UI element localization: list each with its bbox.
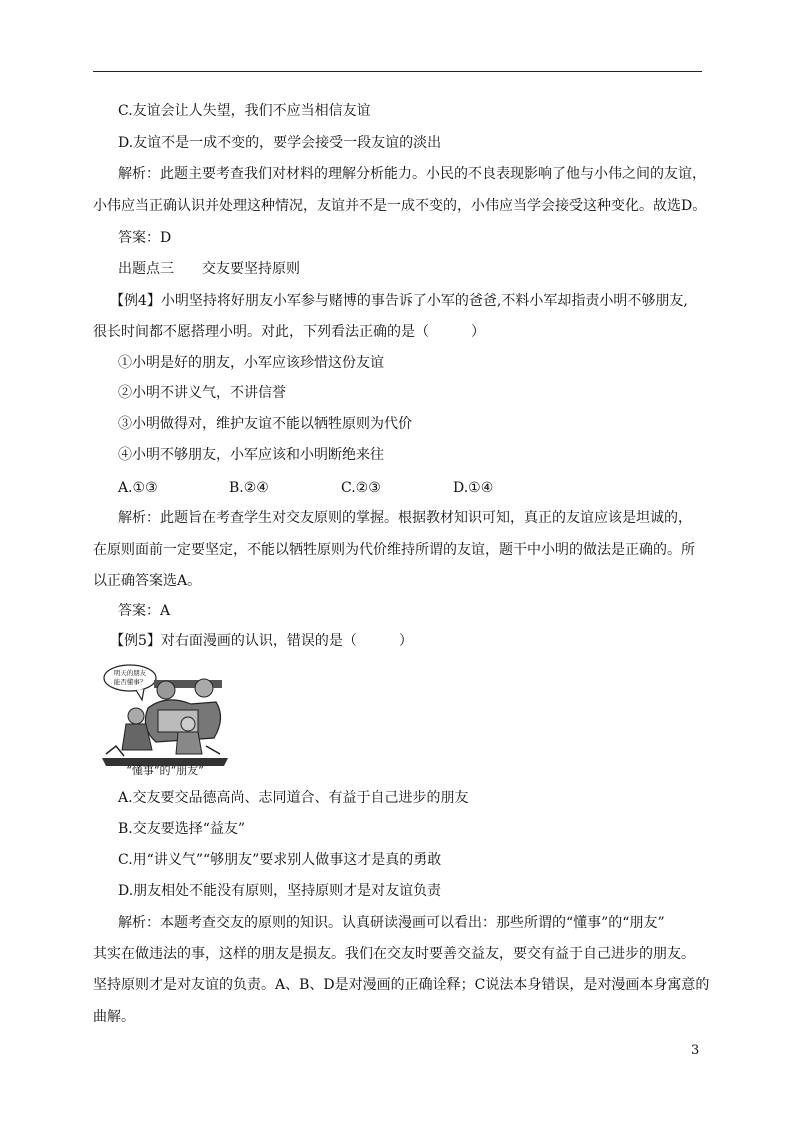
answer-4-text: 答案：A	[118, 603, 171, 619]
analysis-5-text-cont: 其实在做违法的事，这样的朋友是损友。我们在交友时要善交益友，要交有益于自己进步的朋友。	[93, 946, 695, 962]
analysis-text: 解析：此题主要考查我们对材料的理解分析能力。小民的不良表现影响了他与小伟之间的友谊，	[118, 166, 706, 182]
option-d-text-5: D.朋友相处不能没有原则，坚持原则才是对友谊负责	[118, 883, 442, 899]
analysis-5-text: 解析：本题考查交友的原则的知识。认真研读漫画可以看出：那些所谓的“懂事”的“朋友”	[118, 915, 665, 931]
header-rule	[93, 71, 702, 72]
choice-a: A.①③	[118, 480, 158, 496]
example-4-question-cont: 很长时间都不愿搭理小明。对此，下列看法正确的是（ ）	[93, 324, 485, 340]
option-d-text: D.友谊不是一成不变的，要学会接受一段友谊的淡出	[118, 135, 442, 151]
choice-b: B.②④	[229, 480, 269, 496]
statement-4: ④小明不够朋友，小军应该和小明断绝来往	[118, 447, 384, 463]
analysis-4-text-cont2: 以正确答案选A。	[93, 573, 202, 589]
choice-d: D.①④	[453, 480, 494, 496]
comic-caption: “懂事”的“朋友”	[126, 764, 204, 776]
answer-text: 答案：D	[118, 230, 172, 246]
option-b-text: B.交友要选择“益友”	[118, 821, 246, 837]
example-4-question: 【例4】小明坚持将好朋友小军参与赌博的事告诉了小军的爸爸,不料小军却指责小明不够朋友,	[110, 293, 688, 309]
option-c-text: C.友谊会让人失望，我们不应当相信友谊	[118, 103, 371, 119]
svg-text:明天的朋友: 明天的朋友	[113, 669, 147, 677]
comic-illustration	[96, 658, 234, 776]
example-5-question: 【例5】对右面漫画的认识，错误的是（ ）	[110, 633, 413, 649]
svg-text:能否懂事？: 能否懂事？	[113, 678, 147, 686]
analysis-4-text: 解析：此题旨在考查学生对交友原则的掌握。根据教材知识可知，真正的友谊应该是坦诚的，	[118, 510, 692, 526]
option-a-text: A.交友要交品德高尚、志同道合、有益于自己进步的朋友	[118, 790, 469, 806]
statement-1: ①小明是好的朋友，小军应该珍惜这份友谊	[118, 355, 384, 371]
analysis-5-text-cont2: 坚持原则才是对友谊的负责。A、B、D是对漫画的正确诠释；C说法本身错误，是对漫画本身寓意的	[93, 977, 710, 993]
option-c-text-5: C.用“讲义气”“够朋友”要求别人做事这才是真的勇敢	[118, 852, 442, 868]
analysis-5-text-cont3: 曲解。	[93, 1009, 135, 1025]
page-number: 3	[691, 1043, 700, 1058]
choice-c: C.②③	[341, 480, 381, 496]
analysis-text-cont: 小伟应当正确认识并处理这种情况，友谊并不是一成不变的，小伟应当学会接受这种变化。故选D。	[93, 198, 707, 214]
statement-2: ②小明不讲义气，不讲信誉	[118, 385, 286, 401]
statement-3: ③小明做得对，维护友谊不能以牺牲原则为代价	[118, 416, 412, 432]
section-heading: 出题点三 交友要坚持原则	[118, 261, 300, 277]
analysis-4-text-cont: 在原则面前一定要坚定，不能以牺牲原则为代价维持所谓的友谊，题干中小明的做法是正确的。所	[93, 542, 695, 558]
